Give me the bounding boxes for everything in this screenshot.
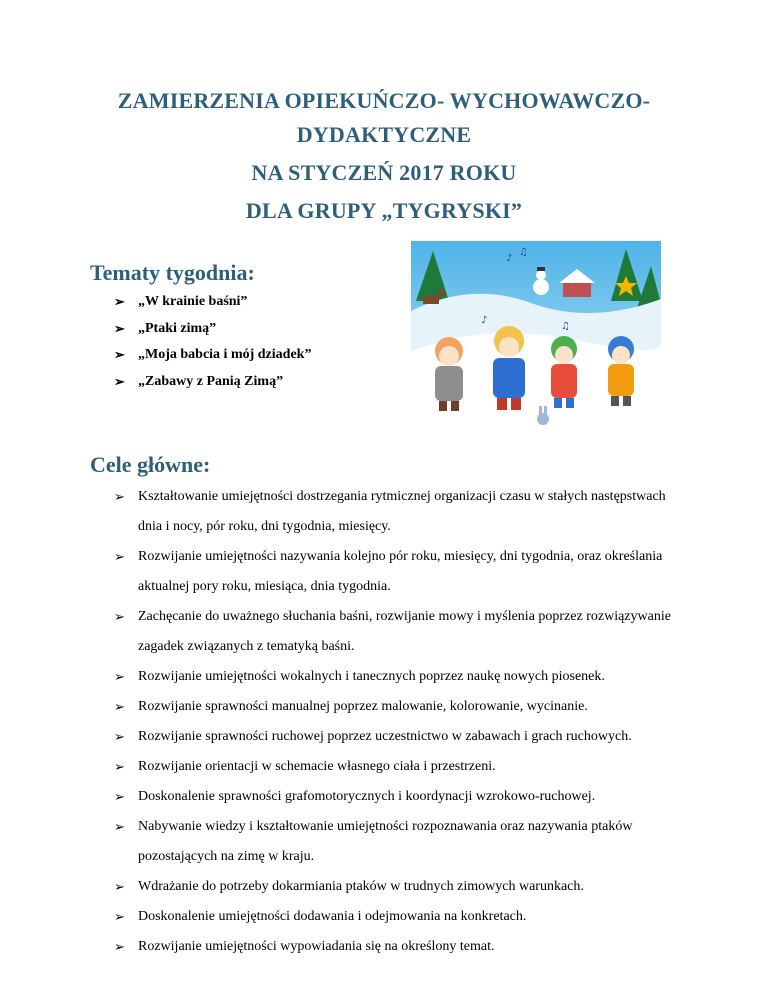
topic-text: „Zabawy z Panią Zimą”: [138, 374, 284, 389]
svg-text:♫: ♫: [519, 247, 528, 258]
goal-text: Rozwijanie umiejętności nazywania kolejno pór roku, miesięcy, dni tygodnia, oraz określania aktualnej pory roku, miesiąca, dnia tygodnia.: [138, 549, 663, 594]
arrow-bullet-icon: ➢: [114, 669, 125, 684]
arrow-bullet-icon: ➢: [114, 699, 125, 714]
arrow-bullet-icon: ➢: [114, 294, 125, 309]
goal-item: [114, 482, 674, 542]
arrow-bullet-icon: ➢: [114, 489, 125, 504]
arrow-bullet-icon: ➢: [114, 729, 125, 744]
topic-item: [114, 374, 283, 390]
goal-item: [114, 932, 674, 962]
goal-item: [114, 902, 674, 932]
goal-text: Rozwijanie umiejętności wokalnych i tanecznych poprzez naukę nowych piosenek.: [138, 669, 605, 684]
topic-text: „W krainie baśni”: [138, 294, 248, 309]
arrow-bullet-icon: ➢: [114, 939, 125, 954]
title-line-1: ZAMIERZENIA OPIEKUŃCZO- WYCHOWAWCZO-: [117, 88, 651, 113]
goal-text: Zachęcanie do uważnego słuchania baśni, rozwijanie mowy i myślenia poprzez rozwiązywanie zagadek związanych z tematyką baśni.: [138, 609, 671, 654]
title-line-4: DLA GRUPY „TYGRYSKI”: [245, 198, 523, 223]
topic-text: „Moja babcia i mój dziadek”: [138, 347, 312, 362]
goal-item: [114, 752, 674, 782]
svg-text:♪: ♪: [481, 315, 488, 326]
title-line-3: NA STYCZEŃ 2017 ROKU: [251, 160, 517, 185]
goal-text: Doskonalenie sprawności grafomotorycznych i koordynacji wzrokowo-ruchowej.: [138, 789, 596, 804]
arrow-bullet-icon: ➢: [114, 879, 125, 894]
goal-item: [114, 692, 674, 722]
goal-text: Rozwijanie umiejętności wypowiadania się na określony temat.: [138, 939, 495, 954]
goal-text: Kształtowanie umiejętności dostrzegania rytmicznej organizacji czasu w stałych następstwach dnia i nocy, pór roku, dni tygodnia, miesięcy.: [138, 489, 666, 534]
winter-children-illustration: [411, 241, 661, 437]
arrow-bullet-icon: ➢: [114, 789, 125, 804]
svg-text:♪: ♪: [506, 253, 513, 264]
topic-item: [114, 321, 216, 337]
arrow-bullet-icon: ➢: [114, 321, 125, 336]
goal-text: Nabywanie wiedzy i kształtowanie umiejętności rozpoznawania oraz nazywania ptaków pozostających na zimę w kraju.: [138, 819, 633, 864]
arrow-bullet-icon: ➢: [114, 759, 125, 774]
goal-item: [114, 722, 674, 752]
topic-item: [114, 294, 247, 310]
goal-item: [114, 812, 674, 872]
svg-text:♫: ♫: [561, 321, 570, 332]
topic-text: „Ptaki zimą”: [138, 321, 217, 336]
title-line-2: DYDAKTYCZNE: [296, 122, 472, 147]
goal-item: [114, 872, 674, 902]
goal-item: [114, 602, 674, 662]
arrow-bullet-icon: ➢: [114, 374, 125, 389]
goals-list: [114, 482, 674, 962]
arrow-bullet-icon: ➢: [114, 549, 125, 564]
arrow-bullet-icon: ➢: [114, 909, 125, 924]
goal-text: Rozwijanie orientacji w schemacie własnego ciała i przestrzeni.: [138, 759, 496, 774]
arrow-bullet-icon: ➢: [114, 347, 125, 362]
goal-item: [114, 782, 674, 812]
goals-heading: Cele główne:: [90, 452, 211, 477]
goal-text: Rozwijanie sprawności manualnej poprzez malowanie, kolorowanie, wycinanie.: [138, 699, 588, 714]
arrow-bullet-icon: ➢: [114, 819, 125, 834]
goal-text: Wdrażanie do potrzeby dokarmiania ptaków w trudnych zimowych warunkach.: [138, 879, 584, 894]
goal-item: [114, 542, 674, 602]
topic-item: [114, 347, 311, 363]
goal-text: Rozwijanie sprawności ruchowej poprzez uczestnictwo w zabawach i grach ruchowych.: [138, 729, 632, 744]
topics-heading: Tematy tygodnia:: [90, 260, 255, 285]
goal-text: Doskonalenie umiejętności dodawania i odejmowania na konkretach.: [138, 909, 527, 924]
arrow-bullet-icon: ➢: [114, 609, 125, 624]
goal-item: [114, 662, 674, 692]
